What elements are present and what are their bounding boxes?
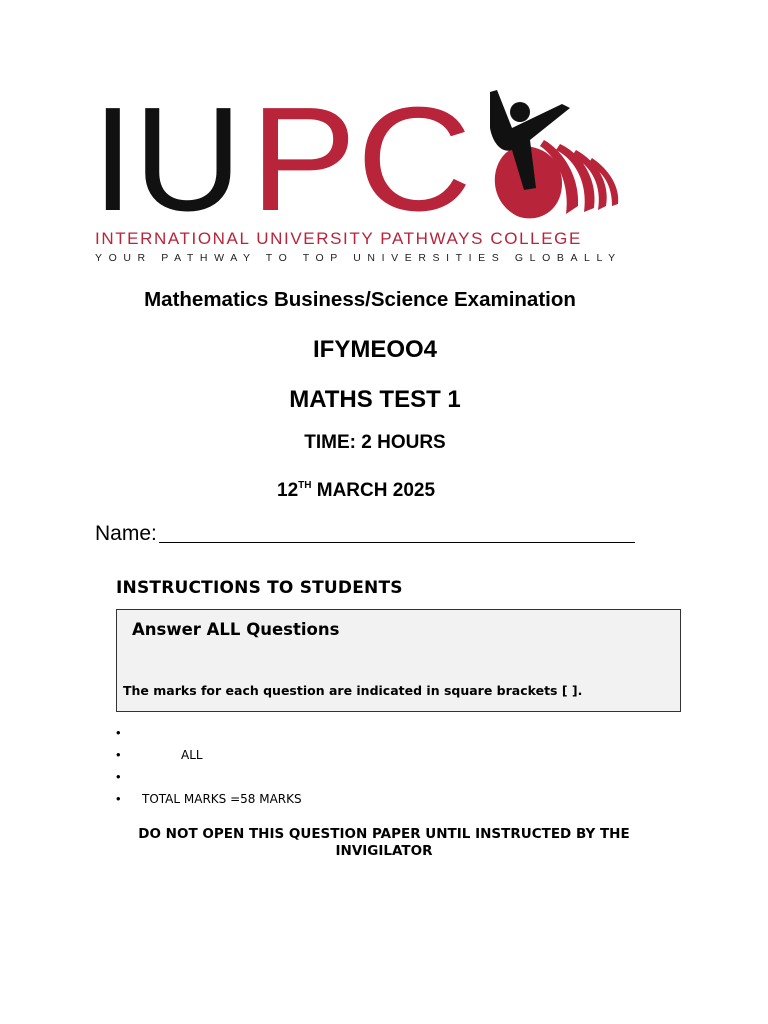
college-logo: [92, 88, 632, 223]
bullet-text-total-marks: TOTAL MARKS =58 MARKS: [142, 792, 302, 806]
instructions-answer-all: Answer ALL Questions: [132, 620, 340, 639]
bullet-item-2: • ALL: [116, 747, 203, 762]
warning-line-2: INVIGILATOR: [335, 843, 433, 859]
bullet-text-all: ALL: [181, 748, 203, 762]
logo-wordmark-iu: IU: [92, 88, 242, 223]
test-name: MATHS TEST 1: [289, 386, 461, 413]
name-label: Name:: [95, 522, 157, 545]
bullet-item-3: •: [116, 769, 121, 784]
date-day: 12: [277, 480, 299, 501]
name-field: [95, 522, 635, 546]
do-not-open-warning: [90, 826, 678, 860]
bullet-item-1: •: [116, 725, 121, 740]
logo-wordmark-pc: PC: [250, 88, 472, 223]
warning-line-1: DO NOT OPEN THIS QUESTION PAPER UNTIL INSTRUCTED BY THE: [138, 826, 630, 842]
exam-date: [277, 480, 435, 502]
instructions-marks-note: The marks for each question are indicated in square brackets [ ].: [123, 683, 583, 698]
college-name: INTERNATIONAL UNIVERSITY PATHWAYS COLLEGE: [95, 229, 582, 248]
date-suffix: TH: [298, 480, 312, 491]
instructions-heading: INSTRUCTIONS TO STUDENTS: [116, 578, 403, 598]
name-blank-line[interactable]: [159, 542, 635, 543]
exam-title: Mathematics Business/Science Examination: [144, 288, 576, 311]
date-month-year: MARCH 2025: [311, 480, 436, 501]
figure-emblem-icon: [490, 90, 618, 218]
college-tagline: YOUR PATHWAY TO TOP UNIVERSITIES GLOBALLY: [95, 252, 622, 264]
exam-time: TIME: 2 HOURS: [304, 432, 446, 453]
module-code: IFYMEOO4: [312, 336, 438, 363]
bullet-item-4: • TOTAL MARKS =58 MARKS: [116, 791, 302, 806]
